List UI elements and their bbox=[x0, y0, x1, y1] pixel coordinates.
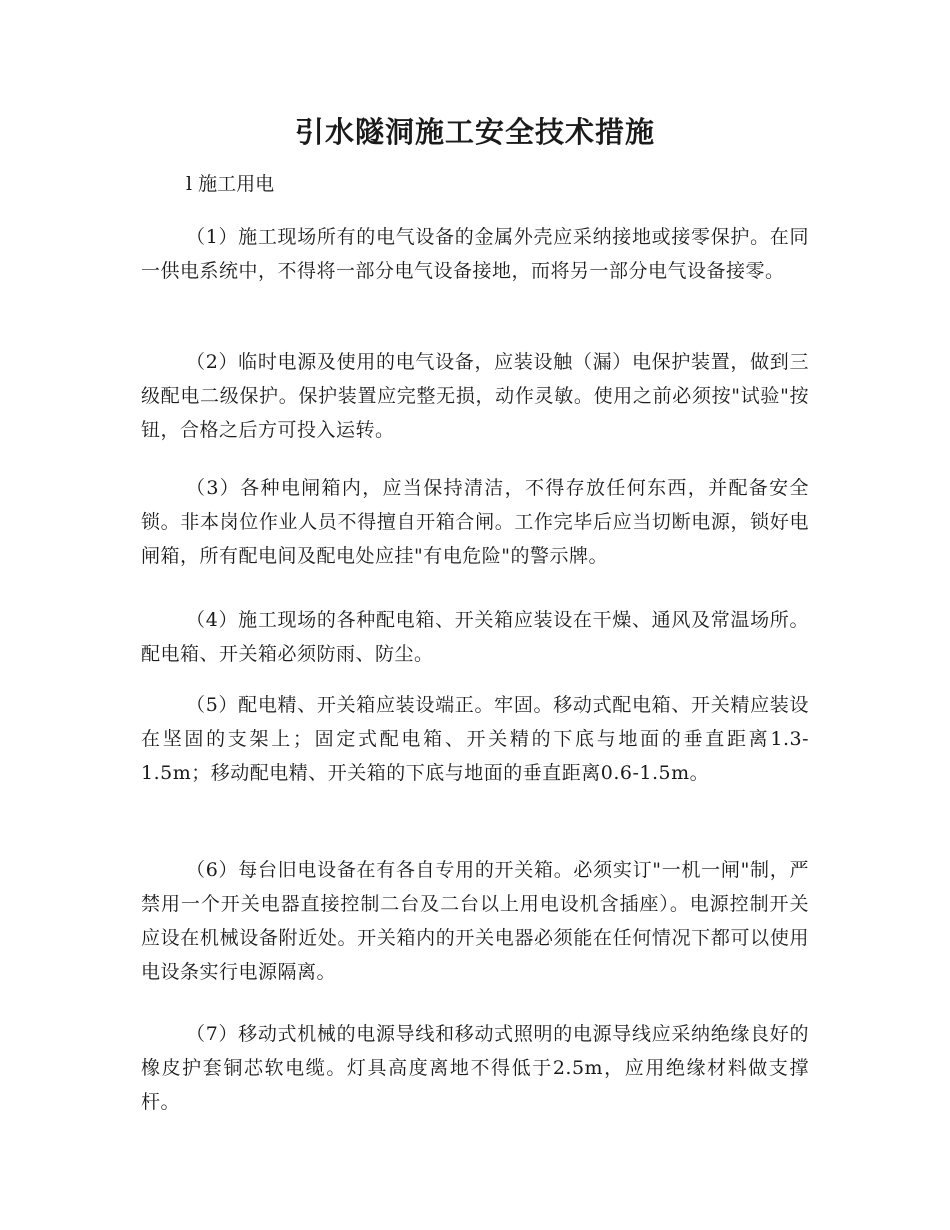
paragraph-3: （3）各种电闸箱内，应当保持清洁，不得存放任何东西，并配备安全锁。非本岗位作业人员不得擅自开箱合闸。工作完毕后应当切断电源，锁好电闸箱，所有配电间及配电处应挂"有电危险"的警示牌。 bbox=[141, 477, 809, 567]
section-heading: l 施工用电 bbox=[186, 173, 275, 195]
paragraph-2: （2）临时电源及使用的电气设备，应装设触（漏）电保护装置，做到三级配电二级保护。保护装置应完整无损，动作灵敏。使用之前必须按"试验"按钮，合格之后方可投入运转。 bbox=[141, 351, 809, 441]
paragraph-4: （4）施工现场的各种配电箱、开关箱应装设在干燥、通风及常温场所。配电箱、开关箱必须防雨、防尘。 bbox=[141, 609, 809, 665]
paragraph-5: （5）配电精、开关箱应装设端正。牢固。移动式配电箱、开关精应装设在坚固的支架上；固定式配电箱、开关精的下底与地面的垂直距离1.3-1.5m；移动配电精、开关箱的下底与地面的垂直距离0.6-1.5m。 bbox=[141, 694, 809, 784]
paragraph-7: （7）移动式机械的电源导线和移动式照明的电源导线应采纳绝缘良好的橡皮护套铜芯软电缆。灯具高度离地不得低于2.5m，应用绝缘材料做支撑杆。 bbox=[141, 1023, 809, 1113]
paragraph-6: （6）每台旧电设备在有各自专用的开关箱。必须实订"一机一闸"制，严禁用一个开关电器直接控制二台及二台以上用电设机含插座）。电源控制开关应设在机械设备附近处。开关箱内的开关电器必须能在任何情况下都可以使用电设条实行电源隔离。 bbox=[141, 859, 809, 983]
paragraph-1: （1）施工现场所有的电气设备的金属外壳应采纳接地或接零保护。在同一供电系统中，不得将一部分电气设备接地，而将另一部分电气设备接零。 bbox=[141, 226, 809, 282]
document-title: 引水隧洞施工安全技术措施 bbox=[294, 115, 655, 149]
